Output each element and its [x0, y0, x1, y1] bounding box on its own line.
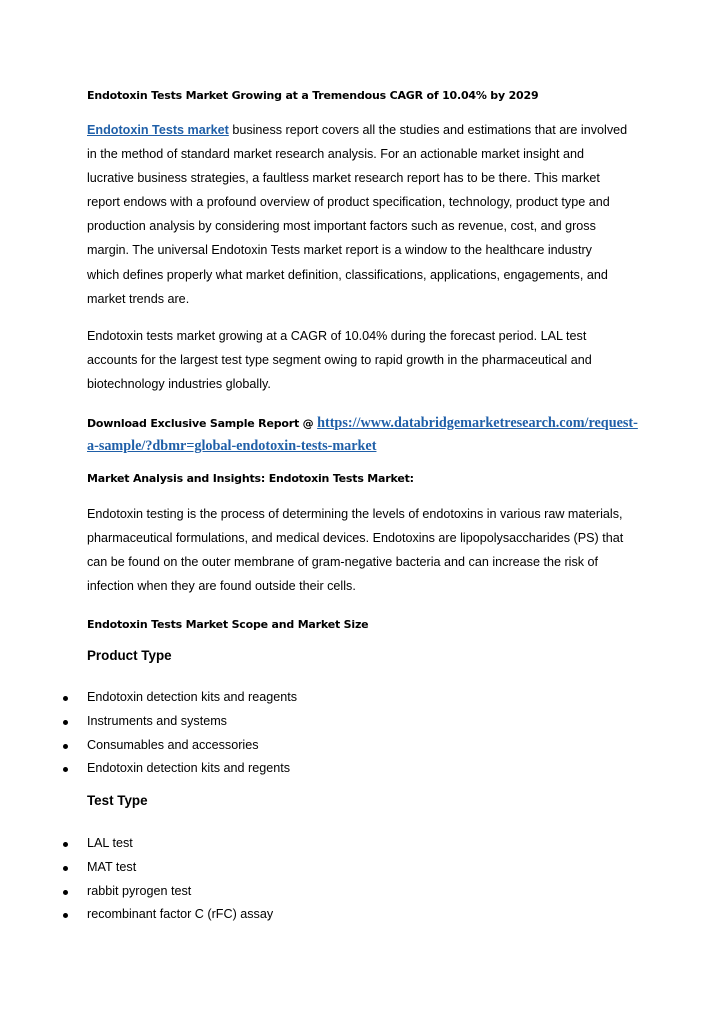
analysis-line: pharmaceutical formulations, and medical devices. Endotoxins are lipopolysaccharides (PS) that: [87, 531, 624, 546]
list-item: MAT test: [0, 856, 719, 880]
growth-line: accounts for the largest test type segment owing to rapid growth in the pharmaceutical and: [87, 353, 592, 368]
intro-line: margin. The universal Endotoxin Tests market report is a window to the healthcare industry: [87, 243, 592, 258]
product-type-heading: Product Type: [87, 648, 172, 663]
market-report-link[interactable]: Endotoxin Tests market: [87, 123, 229, 137]
bullet-icon: [63, 720, 68, 725]
list-item: Endotoxin detection kits and regents: [0, 757, 719, 781]
analysis-line: can be found on the outer membrane of gram-negative bacteria and can increase the risk of: [87, 555, 599, 570]
bullet-icon: [63, 842, 68, 847]
bullet-icon: [63, 890, 68, 895]
test-type-list: [0, 832, 719, 927]
bullet-icon: [63, 866, 68, 871]
intro-paragraph: [87, 118, 647, 311]
bullet-icon: [63, 767, 68, 772]
list-item: Endotoxin detection kits and reagents: [0, 686, 719, 710]
sample-report-link-continued[interactable]: a-sample/?dbmr=global-endotoxin-tests-market: [87, 438, 377, 454]
intro-line: report endows with a profound overview of product specification, technology, product type and: [87, 195, 610, 210]
growth-line: Endotoxin tests market growing at a CAGR of 10.04% during the forecast period. LAL test: [87, 329, 587, 343]
intro-line: Endotoxin Tests market business report covers all the studies and estimations that are involved: [87, 123, 628, 137]
scope-heading: Endotoxin Tests Market Scope and Market Size: [87, 618, 369, 631]
intro-line: in the method of standard market research analysis. For an actionable market insight and: [87, 147, 585, 162]
bullet-icon: [63, 696, 68, 701]
test-type-heading: Test Type: [87, 793, 148, 808]
bullet-icon: [63, 913, 68, 918]
bullet-icon: [63, 744, 68, 749]
list-item: recombinant factor C (rFC) assay: [0, 903, 719, 927]
download-section: [87, 412, 647, 457]
list-item: Consumables and accessories: [0, 734, 719, 758]
download-label: Download Exclusive Sample Report @: [87, 417, 318, 430]
intro-line: lucrative business strategies, a faultless market research report has to be there. This market: [87, 171, 600, 186]
growth-paragraph: [87, 324, 647, 396]
list-item: Instruments and systems: [0, 710, 719, 734]
intro-line: which defines properly what market definition, classifications, applications, engagements, and: [87, 267, 608, 282]
analysis-line: Endotoxin testing is the process of determining the levels of endotoxins in various raw materials,: [87, 507, 623, 521]
list-item: LAL test: [0, 832, 719, 856]
analysis-heading: Market Analysis and Insights: Endotoxin Tests Market:: [87, 472, 414, 485]
analysis-paragraph: [87, 502, 647, 598]
intro-line: market trends are.: [87, 291, 190, 306]
download-line: [87, 412, 647, 435]
growth-line: biotechnology industries globally.: [87, 377, 271, 392]
document-title: Endotoxin Tests Market Growing at a Tremendous CAGR of 10.04% by 2029: [87, 89, 539, 102]
sample-report-link[interactable]: https://www.databridgemarketresearch.com/request-: [317, 415, 638, 431]
analysis-line: infection when they are found outside their cells.: [87, 579, 356, 594]
intro-line: production analysis by considering most important factors such as revenue, cost, and gross: [87, 219, 596, 234]
list-item: rabbit pyrogen test: [0, 880, 719, 904]
product-type-list: [0, 686, 719, 781]
